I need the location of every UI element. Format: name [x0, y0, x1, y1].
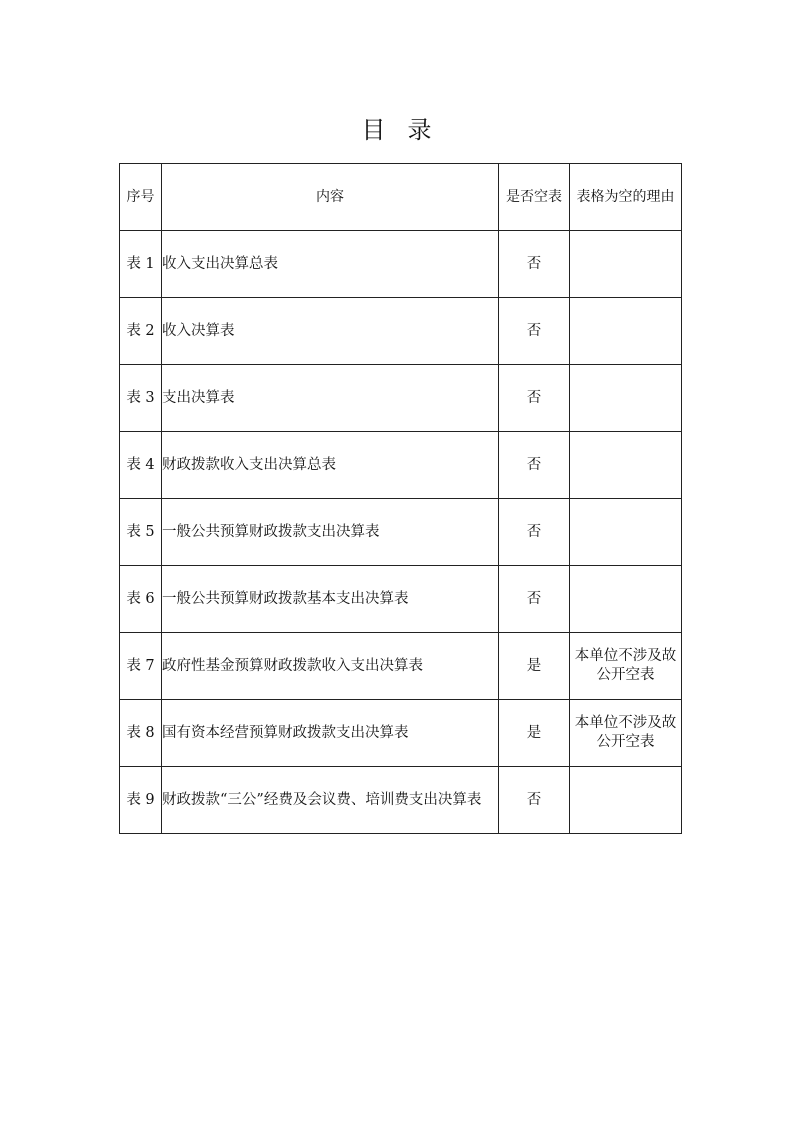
row-empty-reason — [570, 231, 682, 298]
page-title: 目录 — [361, 116, 454, 144]
row-is-empty: 否 — [499, 365, 570, 432]
row-empty-reason: 本单位不涉及故公开空表 — [570, 633, 682, 700]
table-row — [120, 499, 682, 566]
row-empty-reason: 本单位不涉及故公开空表 — [570, 700, 682, 767]
row-is-empty: 否 — [499, 432, 570, 499]
row-empty-reason — [570, 365, 682, 432]
row-content: 国有资本经营预算财政拨款支出决算表 — [162, 700, 499, 767]
row-is-empty: 是 — [499, 633, 570, 700]
header-empty-reason: 表格为空的理由 — [570, 164, 682, 231]
toc-table — [119, 163, 682, 834]
row-is-empty: 否 — [499, 767, 570, 834]
row-seq: 表 9 — [120, 767, 162, 834]
table-row — [120, 365, 682, 432]
row-content: 政府性基金预算财政拨款收入支出决算表 — [162, 633, 499, 700]
row-seq: 表 2 — [120, 298, 162, 365]
row-is-empty: 否 — [499, 499, 570, 566]
row-is-empty: 是 — [499, 700, 570, 767]
header-content: 内容 — [162, 164, 499, 231]
row-is-empty: 否 — [499, 566, 570, 633]
row-seq: 表 8 — [120, 700, 162, 767]
table-header-row — [120, 164, 682, 231]
row-seq: 表 6 — [120, 566, 162, 633]
row-seq: 表 4 — [120, 432, 162, 499]
row-seq: 表 3 — [120, 365, 162, 432]
row-content: 一般公共预算财政拨款支出决算表 — [162, 499, 499, 566]
table-row — [120, 566, 682, 633]
header-seq: 序号 — [120, 164, 162, 231]
row-content: 财政拨款收入支出决算总表 — [162, 432, 499, 499]
row-is-empty: 否 — [499, 231, 570, 298]
row-seq: 表 1 — [120, 231, 162, 298]
row-is-empty: 否 — [499, 298, 570, 365]
row-empty-reason — [570, 566, 682, 633]
row-empty-reason — [570, 298, 682, 365]
table-row — [120, 767, 682, 834]
row-content: 支出决算表 — [162, 365, 499, 432]
row-empty-reason — [570, 432, 682, 499]
header-is-empty: 是否空表 — [499, 164, 570, 231]
table-row — [120, 432, 682, 499]
table-row — [120, 633, 682, 700]
table-row — [120, 298, 682, 365]
row-content: 收入支出决算总表 — [162, 231, 499, 298]
row-content: 一般公共预算财政拨款基本支出决算表 — [162, 566, 499, 633]
row-seq: 表 7 — [120, 633, 162, 700]
row-seq: 表 5 — [120, 499, 162, 566]
table-row — [120, 700, 682, 767]
row-empty-reason — [570, 499, 682, 566]
row-content: 财政拨款“三公”经费及会议费、培训费支出决算表 — [162, 767, 499, 834]
row-empty-reason — [570, 767, 682, 834]
row-content: 收入决算表 — [162, 298, 499, 365]
table-row — [120, 231, 682, 298]
